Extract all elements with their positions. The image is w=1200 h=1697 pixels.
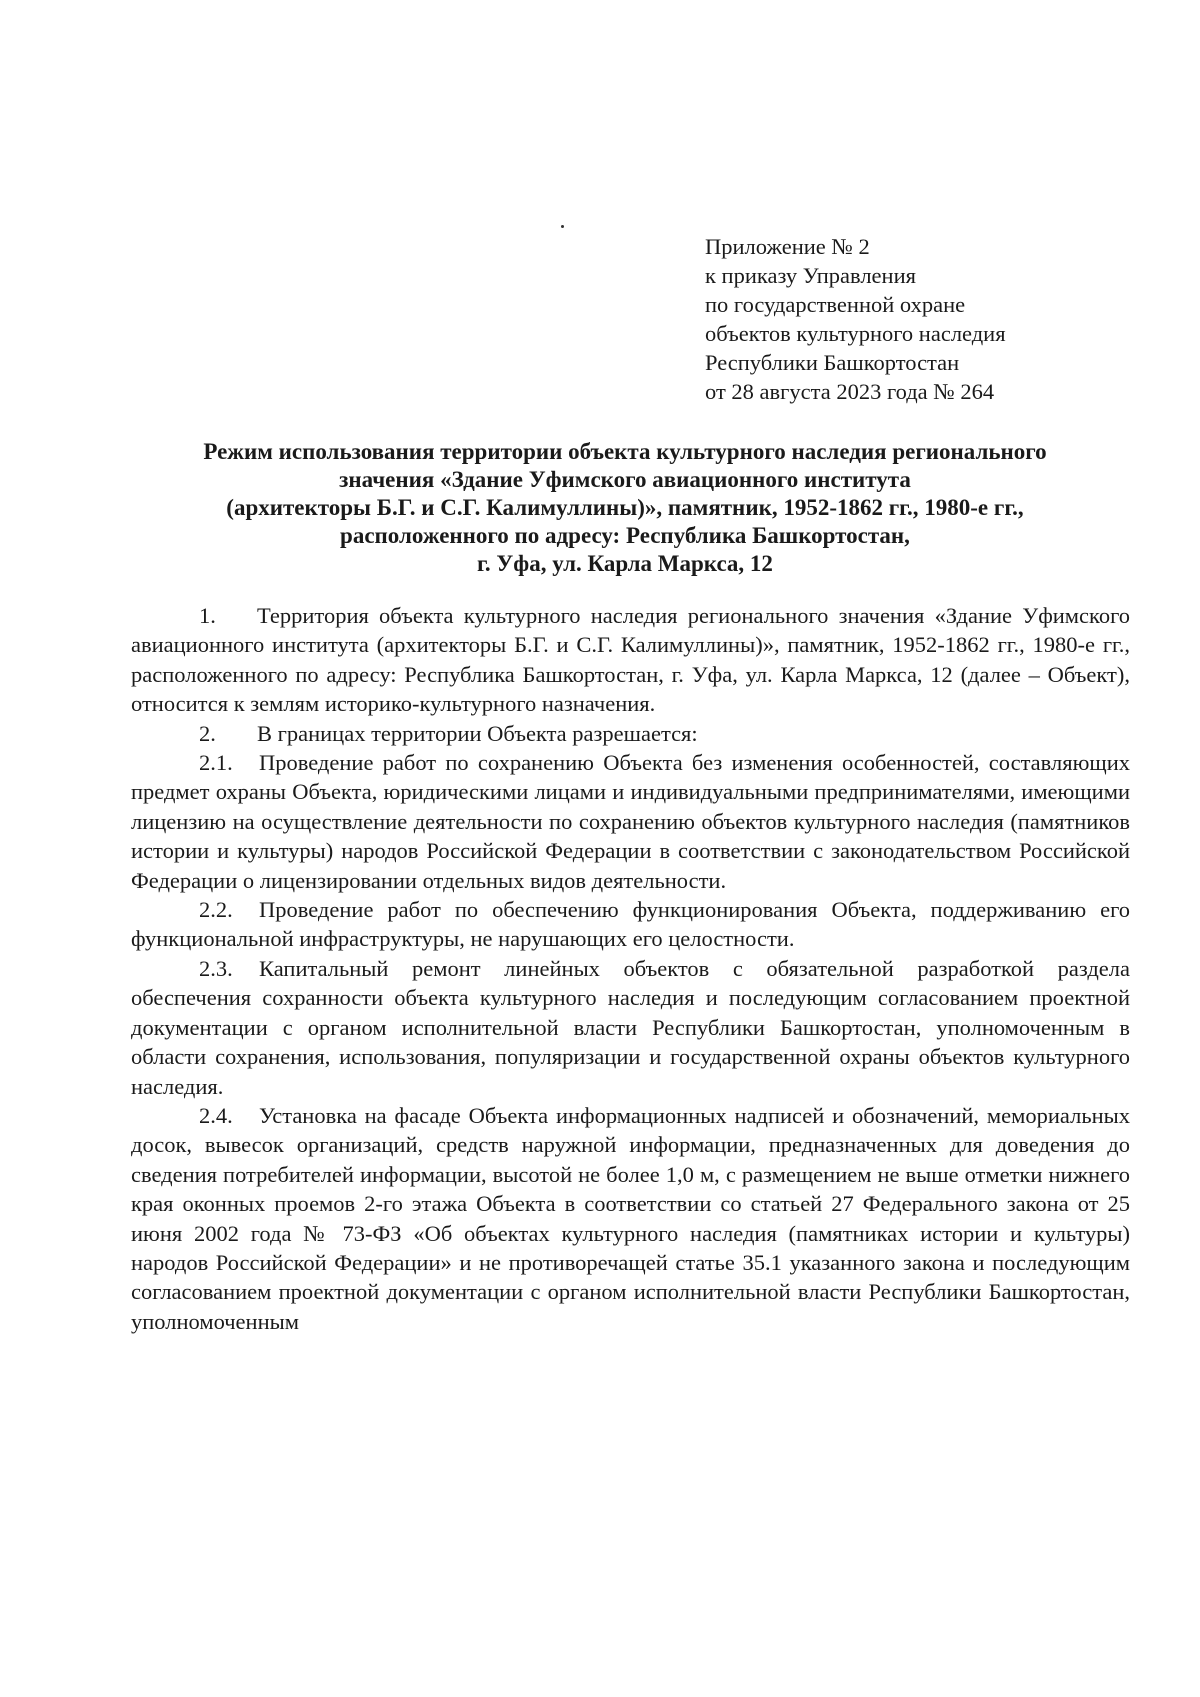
- paragraph-number: 1.: [199, 603, 216, 628]
- scan-speck: [561, 225, 564, 228]
- appendix-line: объектов культурного наследия: [705, 321, 1006, 346]
- paragraph-2-3: [131, 954, 1130, 1101]
- paragraph-number: 2.: [199, 720, 216, 746]
- paragraph-number: 2.3.: [199, 955, 233, 981]
- document-title: [120, 438, 1130, 578]
- paragraph-text: Территория объекта культурного наследия регионального значения «Здание Уфимского авиационного института (архитекторы Б.Г. и С.Г. Калимуллины)», памятник, 1952-1862 гг., 1980-е гг., расположенного по адресу: Республика Башкортостан, г. Уфа, ул. Карла Маркса, 12 (далее – Объект), относится к землям историко-культурного назначения.: [131, 603, 1130, 717]
- paragraph-2-2: [131, 895, 1130, 954]
- paragraph-text: Капитальный ремонт линейных объектов с обязательной разработкой раздела обеспечения сохранности объекта культурного наследия и последующим согласованием проектной документации с органом исполнительной власти Республики Башкортостан, уполномоченным в области сохранения, использования, популяризации и государственной охраны объектов культурного наследия.: [131, 955, 1130, 1099]
- paragraph-text: В границах территории Объекта разрешается:: [257, 720, 698, 746]
- appendix-header: [705, 232, 1145, 406]
- paragraph-text: Проведение работ по обеспечению функционирования Объекта, поддерживанию его функциональной инфраструктуры, не нарушающих его целостности.: [131, 897, 1130, 952]
- paragraph-2-4: [131, 1101, 1130, 1336]
- paragraph-2-1: [131, 748, 1130, 895]
- paragraph-text: Проведение работ по сохранению Объекта без изменения особенностей, составляющих предмет охраны Объекта, юридическими лицами и индивидуальными предпринимателями, имеющими лицензию на осуществление деятельности по сохранению объектов культурного наследия (памятников истории и культуры) народов Российской Федерации в соответствии с законодательством Российской Федерации о лицензировании отдельных видов деятельности.: [131, 750, 1130, 893]
- title-line: расположенного по адресу: Республика Башкортостан,: [340, 523, 910, 548]
- appendix-line: по государственной охране: [705, 292, 966, 317]
- title-line: (архитекторы Б.Г. и С.Г. Калимуллины)», памятник, 1952-1862 гг., 1980-е гг.,: [226, 495, 1024, 520]
- paragraph-number: 2.4.: [199, 1102, 233, 1128]
- paragraph-1: [131, 601, 1130, 719]
- document-body: [131, 601, 1130, 1336]
- title-line: г. Уфа, ул. Карла Маркса, 12: [477, 551, 773, 576]
- title-line: значения «Здание Уфимского авиационного института: [339, 467, 911, 492]
- appendix-line: Республики Башкортостан: [705, 350, 960, 375]
- paragraph-number: 2.1.: [199, 750, 233, 776]
- paragraph-number: 2.2.: [199, 897, 233, 923]
- paragraph-2: [131, 719, 1130, 748]
- appendix-line: Приложение № 2: [705, 234, 870, 259]
- title-line: Режим использования территории объекта культурного наследия регионального: [203, 439, 1047, 464]
- appendix-line: к приказу Управления: [705, 263, 916, 288]
- appendix-line: от 28 августа 2023 года № 264: [705, 379, 995, 404]
- paragraph-text: Установка на фасаде Объекта информационных надписей и обозначений, мемориальных досок, вывесок организаций, средств наружной информации, предназначенных для доведения до сведения потребителей информации, высотой не более 1,0 м, с размещением не выше отметки нижнего края оконных проемов 2-го этажа Объекта в соответствии со статьей 27 Федерального закона от 25 июня 2002 года № 73-ФЗ «Об объектах культурного наследия (памятниках истории и культуры) народов Российской Федерации» и не противоречащей статье 35.1 указанного закона и последующим согласованием проектной документации с органом исполнительной власти Республики Башкортостан, уполномоченным: [131, 1102, 1130, 1334]
